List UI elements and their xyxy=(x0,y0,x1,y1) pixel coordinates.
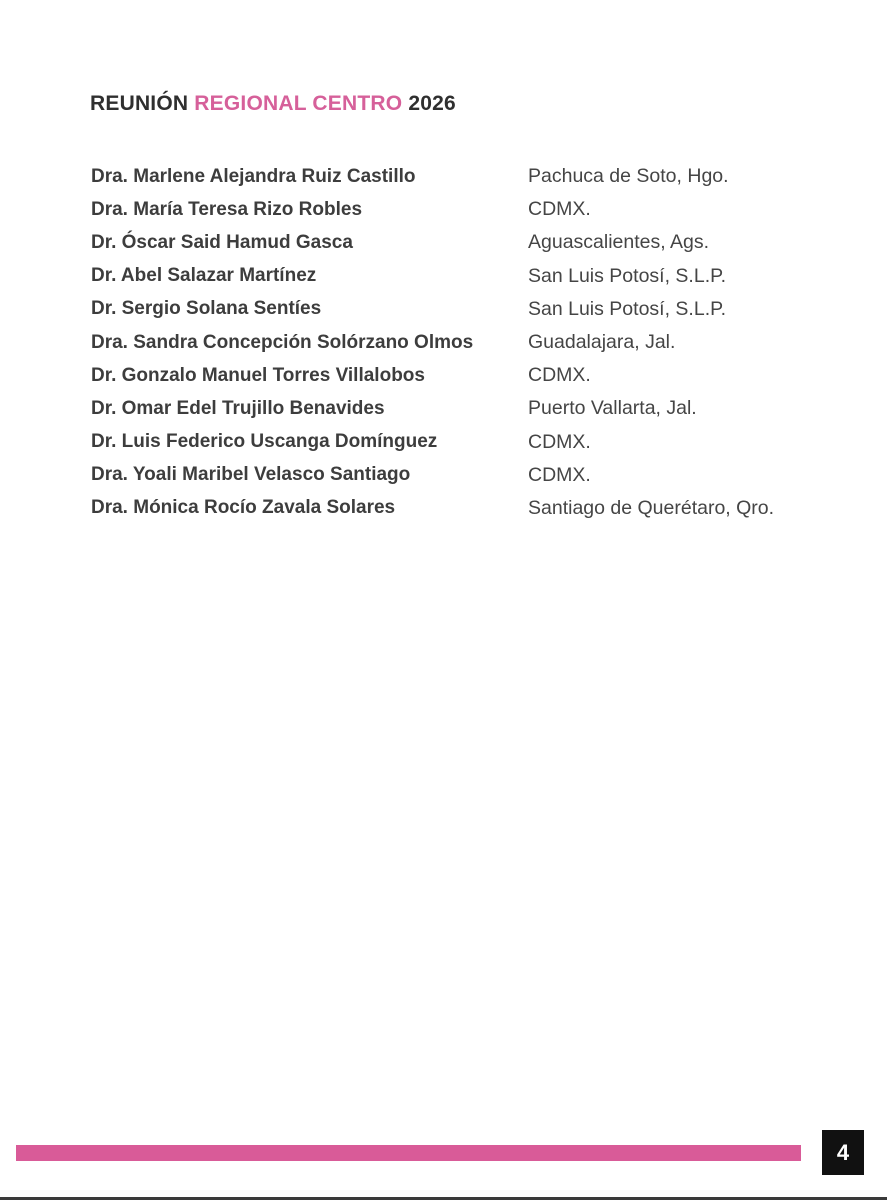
attendee-name: Dra. Yoali Maribel Velasco Santiago xyxy=(91,464,411,486)
attendee-city: Aguascalientes, Ags. xyxy=(528,231,710,254)
attendee-name: Dr. Gonzalo Manuel Torres Villalobos xyxy=(91,364,425,386)
attendee-name: Dr. Sergio Solana Sentíes xyxy=(91,298,322,320)
title-year: 2026 xyxy=(408,92,456,116)
attendee-name: Dra. Sandra Concepción Solórzano Olmos xyxy=(91,331,474,353)
title-prefix: REUNIÓN xyxy=(90,92,189,116)
title-highlight: REGIONAL CENTRO xyxy=(194,92,403,116)
list-item xyxy=(91,160,861,193)
list-item xyxy=(91,226,861,259)
attendee-name: Dr. Omar Edel Trujillo Benavides xyxy=(91,397,385,419)
attendee-list xyxy=(91,160,861,525)
list-item xyxy=(91,392,861,425)
list-item xyxy=(91,426,861,459)
page-number: 4 xyxy=(822,1130,864,1175)
attendee-city: San Luis Potosí, S.L.P. xyxy=(528,264,727,287)
list-item xyxy=(91,326,861,359)
attendee-city: CDMX. xyxy=(528,430,591,453)
list-item xyxy=(91,260,861,293)
list-item xyxy=(91,359,861,392)
attendee-name: Dra. Marlene Alejandra Ruiz Castillo xyxy=(91,165,416,187)
attendee-city: Pachuca de Soto, Hgo. xyxy=(528,165,729,188)
list-item xyxy=(91,459,861,492)
list-item xyxy=(91,193,861,226)
list-item xyxy=(91,293,861,326)
attendee-name: Dr. Abel Salazar Martínez xyxy=(91,265,317,287)
attendee-city: Santiago de Querétaro, Qro. xyxy=(528,496,775,519)
footer-accent-bar xyxy=(16,1145,801,1161)
attendee-city: San Luis Potosí, S.L.P. xyxy=(528,297,727,320)
attendee-name: Dra. María Teresa Rizo Robles xyxy=(91,198,363,220)
attendee-city: CDMX. xyxy=(528,364,591,387)
attendee-name: Dr. Óscar Said Hamud Gasca xyxy=(91,231,353,253)
attendee-city: Guadalajara, Jal. xyxy=(528,331,676,354)
attendee-name: Dra. Mónica Rocío Zavala Solares xyxy=(91,497,396,519)
list-item xyxy=(91,492,861,525)
attendee-city: CDMX. xyxy=(528,198,591,221)
page-title xyxy=(90,92,456,116)
attendee-city: Puerto Vallarta, Jal. xyxy=(528,397,697,420)
attendee-city: CDMX. xyxy=(528,463,591,486)
attendee-name: Dr. Luis Federico Uscanga Domínguez xyxy=(91,431,438,453)
